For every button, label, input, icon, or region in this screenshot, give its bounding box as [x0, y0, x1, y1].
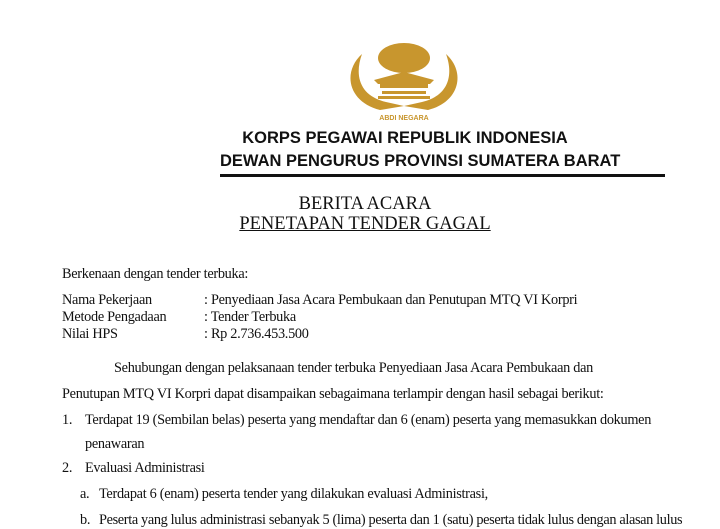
item-number: 1. [62, 412, 73, 428]
logo-text: ABDI NEGARA [379, 115, 429, 122]
item-text: penawaran [85, 436, 145, 452]
field-value: : Rp 2.736.453.500 [204, 326, 309, 342]
item-number: 2. [62, 460, 73, 476]
subitem-letter: b. [80, 512, 91, 528]
field-label: Nama Pekerjaan [62, 292, 152, 308]
intro-text: Berkenaan dengan tender terbuka: [62, 266, 249, 282]
field-value: : Penyediaan Jasa Acara Pembukaan dan Penutupan MTQ VI Korpri [204, 292, 578, 308]
paragraph-line: Sehubungan dengan pelaksanaan tender terbuka Penyediaan Jasa Acara Pembukaan dan [114, 360, 593, 376]
item-text: Terdapat 19 (Sembilan belas) peserta yang mendaftar dan 6 (enam) peserta yang memasukkan dokumen [85, 412, 652, 428]
subitem-text: Terdapat 6 (enam) peserta tender yang dilakukan evaluasi Administrasi, [99, 486, 488, 502]
paragraph-line: Penutupan MTQ VI Korpri dapat disampaikan sebagaimana terlampir dengan hasil sebagai berikut: [62, 386, 604, 402]
korpri-logo [340, 36, 468, 122]
field-label: Nilai HPS [62, 326, 118, 342]
subitem-text: Peserta yang lulus administrasi sebanyak 5 (lima) peserta dan 1 (satu) peserta tidak lulus dengan alasan lulus [99, 512, 683, 528]
subitem-letter: a. [80, 486, 90, 502]
field-label: Metode Pengadaan [62, 309, 167, 325]
item-text: Evaluasi Administrasi [85, 460, 205, 476]
header-division: DEWAN PENGURUS PROVINSI SUMATERA BARAT [220, 152, 621, 170]
header-divider [220, 174, 665, 177]
doc-subtitle: PENETAPAN TENDER GAGAL [239, 214, 491, 234]
field-value: : Tender Terbuka [204, 309, 296, 325]
header-org: KORPS PEGAWAI REPUBLIK INDONESIA [242, 129, 568, 147]
doc-title: BERITA ACARA [298, 194, 432, 214]
